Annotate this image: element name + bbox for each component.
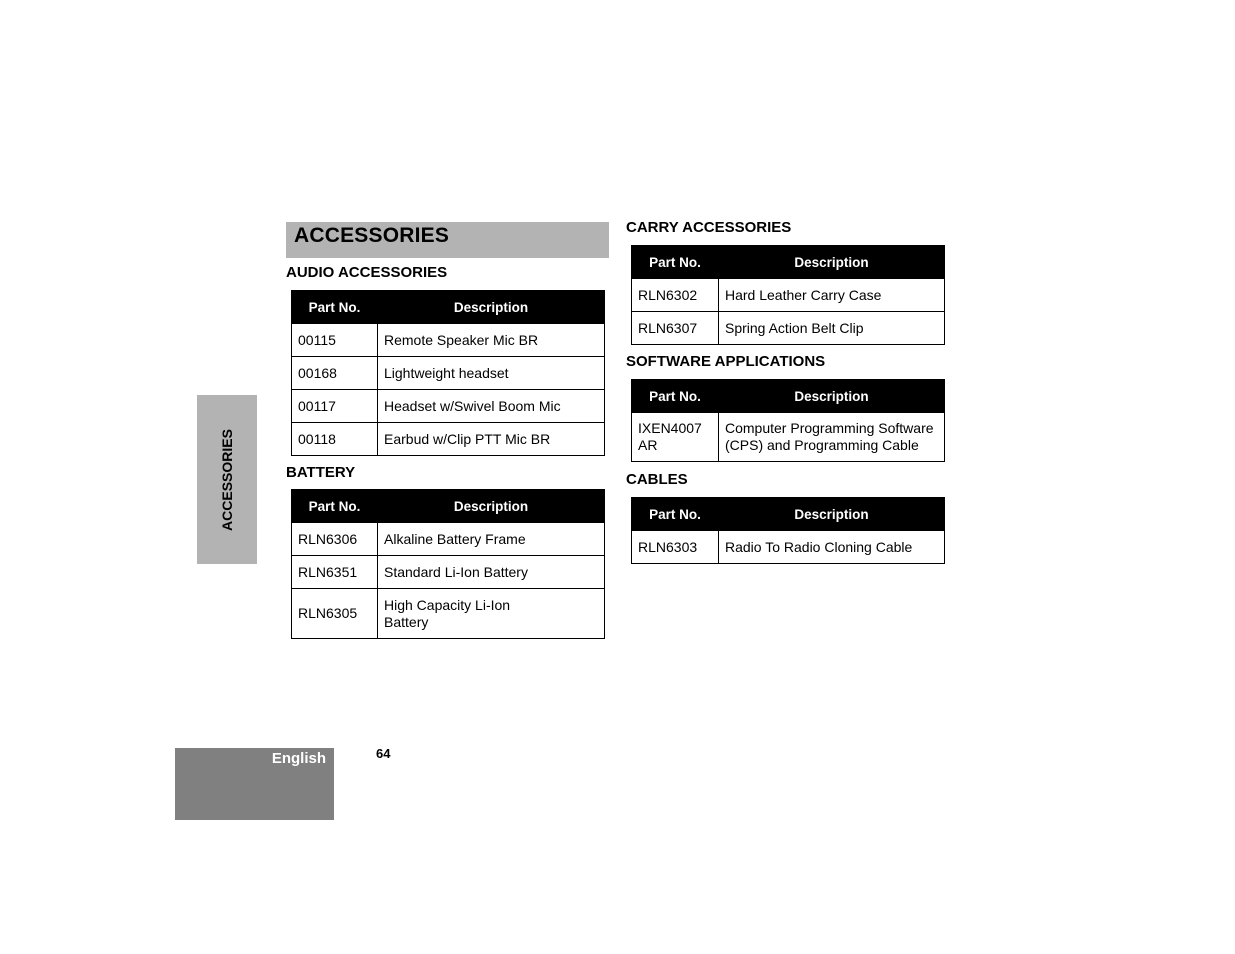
table-row	[292, 556, 605, 589]
part-no-header: Part No.	[632, 498, 719, 531]
description-line: High Capacity Li-Ion	[384, 596, 511, 613]
software-applications-table	[631, 379, 945, 462]
description-cell: Earbud w/Clip PTT Mic BR	[378, 423, 605, 456]
description-header: Description	[719, 380, 945, 413]
side-tab-label: ACCESSORIES	[219, 428, 235, 531]
part-no-cell: RLN6306	[292, 523, 378, 556]
battery-table	[291, 489, 605, 639]
description-cell	[378, 589, 605, 639]
language-label: English	[271, 750, 326, 767]
description-cell: Spring Action Belt Clip	[719, 312, 945, 345]
table-row	[632, 279, 945, 312]
part-no-cell: RLN6302	[632, 279, 719, 312]
carry-accessories-heading: CARRY ACCESSORIES	[626, 219, 792, 236]
part-no-cell: 00115	[292, 324, 378, 357]
part-no-line: AR	[638, 437, 658, 453]
description-cell: Radio To Radio Cloning Cable	[719, 531, 945, 564]
description-cell: Remote Speaker Mic BR	[378, 324, 605, 357]
table-row	[292, 589, 605, 639]
part-no-header: Part No.	[632, 380, 719, 413]
description-line: Computer Programming Software	[725, 420, 934, 436]
table-row	[632, 413, 945, 462]
side-section-tab	[197, 395, 257, 564]
battery-heading: BATTERY	[286, 464, 356, 481]
part-no-cell: 00168	[292, 357, 378, 390]
part-no-cell: RLN6307	[632, 312, 719, 345]
cables-heading: CABLES	[626, 471, 688, 488]
page-title: ACCESSORIES	[294, 224, 450, 247]
description-cell: Headset w/Swivel Boom Mic	[378, 390, 605, 423]
page-number: 64	[376, 746, 391, 761]
part-no-header: Part No.	[632, 246, 719, 279]
description-header: Description	[378, 490, 605, 523]
part-no-cell: 00117	[292, 390, 378, 423]
audio-accessories-table	[291, 290, 605, 456]
table-row	[292, 357, 605, 390]
audio-accessories-heading: AUDIO ACCESSORIES	[286, 264, 448, 281]
description-cell: Standard Li-Ion Battery	[378, 556, 605, 589]
part-no-line: IXEN4007	[638, 420, 702, 436]
page-title-bar	[286, 222, 609, 258]
part-no-cell: RLN6351	[292, 556, 378, 589]
part-no-cell: RLN6305	[292, 589, 378, 639]
description-header: Description	[719, 498, 945, 531]
description-cell: Hard Leather Carry Case	[719, 279, 945, 312]
table-row	[292, 423, 605, 456]
part-no-cell: 00118	[292, 423, 378, 456]
cables-table	[631, 497, 945, 564]
description-cell	[719, 413, 945, 462]
description-cell: Alkaline Battery Frame	[378, 523, 605, 556]
table-header-row	[632, 246, 945, 279]
table-header-row	[632, 380, 945, 413]
table-header-row	[632, 498, 945, 531]
description-header: Description	[719, 246, 945, 279]
table-row	[632, 312, 945, 345]
table-header-row	[292, 490, 605, 523]
language-box	[175, 748, 334, 820]
table-row	[292, 390, 605, 423]
part-no-cell	[632, 413, 719, 462]
part-no-cell: RLN6303	[632, 531, 719, 564]
carry-accessories-table	[631, 245, 945, 345]
description-header: Description	[378, 291, 605, 324]
table-row	[292, 324, 605, 357]
description-line: Battery	[384, 613, 429, 630]
part-no-header: Part No.	[292, 291, 378, 324]
table-row	[632, 531, 945, 564]
description-line: (CPS) and Programming Cable	[725, 437, 919, 453]
table-header-row	[292, 291, 605, 324]
description-cell: Lightweight headset	[378, 357, 605, 390]
table-row	[292, 523, 605, 556]
software-applications-heading: SOFTWARE APPLICATIONS	[626, 353, 826, 370]
part-no-header: Part No.	[292, 490, 378, 523]
